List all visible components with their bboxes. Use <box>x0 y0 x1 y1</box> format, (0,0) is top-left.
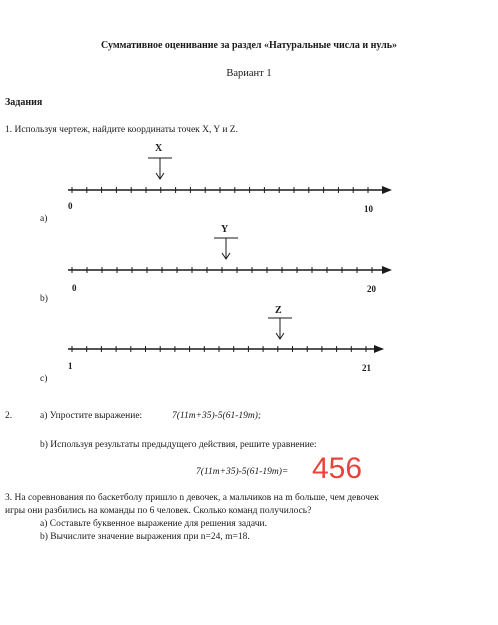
task2a-expression: 7(11m+35)-5(61-19m); <box>172 411 262 421</box>
task3-line1: 3. На соревнования по баскетболу пришло n девочек, а мальчиков на m больше, чем девочек <box>5 493 379 503</box>
number-line-c <box>68 318 384 353</box>
task3b-text: b) Вычислите значение выражения при n=24, m=18. <box>40 532 250 542</box>
handwritten-answer: 456 <box>312 452 363 485</box>
task2b-expression: 7(11m+35)-5(61-19m)= <box>196 467 289 477</box>
document-title: Суммативное оценивание за раздел «Натуральные числа и нуль» <box>100 40 397 51</box>
variant-label: Вариант 1 <box>226 68 272 79</box>
part-c-label: c) <box>40 374 48 384</box>
task3-line2: игры они разбились на команды по 6 человек. Сколько команд получилось? <box>5 506 312 516</box>
line-a-end-label: 10 <box>364 204 373 214</box>
task3a-text: a) Составьте буквенное выражение для решения задачи. <box>40 519 267 529</box>
point-z-label: Z <box>275 305 282 316</box>
line-b-end-label: 20 <box>367 284 376 294</box>
tasks-heading: Задания <box>5 97 43 108</box>
line-c-start-label: 1 <box>68 361 73 371</box>
part-a-label: a) <box>40 214 48 224</box>
task1-text: 1. Используя чертеж, найдите координаты точек X, Y и Z. <box>5 125 238 135</box>
task2-number: 2. <box>5 411 13 421</box>
number-line-a <box>68 158 392 194</box>
point-x-label: X <box>155 143 163 154</box>
line-a-start-label: 0 <box>68 201 73 211</box>
point-y-label: Y <box>221 224 229 235</box>
part-b-label: b) <box>40 294 48 304</box>
task2b-text: b) Используя результаты предыдущего действия, решите уравнение: <box>40 440 317 450</box>
line-b-start-label: 0 <box>72 283 77 293</box>
task2a-label: a) Упростите выражение: <box>40 411 143 421</box>
line-c-end-label: 21 <box>362 363 371 373</box>
number-line-b <box>68 238 392 274</box>
